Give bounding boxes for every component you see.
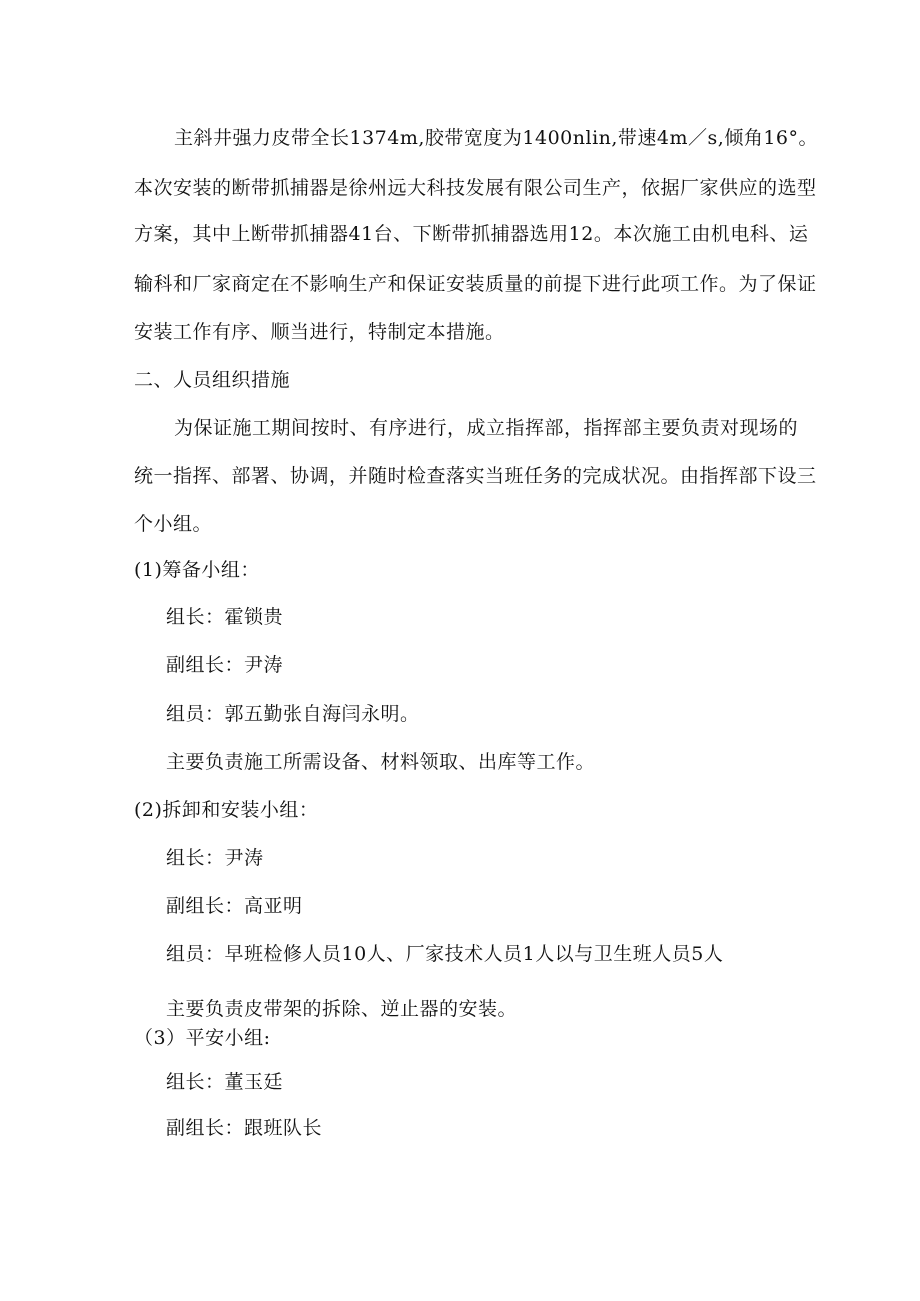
intro-line-2: 本次安装的断带抓捕器是徐州远大科技发展有限公司生产，依据厂家供应的选型 <box>134 177 817 199</box>
group-1-deputy: 副组长：尹涛 <box>166 654 284 676</box>
group-3-leader: 组长：董玉廷 <box>166 1071 284 1093</box>
intro-line-4: 输科和厂家商定在不影响生产和保证安装质量的前提下进行此项工作。为了保证 <box>134 273 817 295</box>
group-2-leader: 组长：尹涛 <box>166 847 264 869</box>
group-2-title: (2)拆卸和安装小组： <box>134 799 319 821</box>
section2-line-3: 个小组。 <box>134 513 213 535</box>
group-1-duty: 主要负责施工所需设备、材料领取、出库等工作。 <box>166 751 596 773</box>
intro-line-5: 安装工作有序、顺当进行，特制定本措施。 <box>134 321 505 343</box>
group-2-duty: 主要负责皮带架的拆除、逆止器的安装。 <box>166 998 518 1020</box>
section-heading-personnel: 二、人员组织措施 <box>134 369 291 391</box>
group-3-deputy: 副组长：跟班队长 <box>166 1117 323 1139</box>
intro-line-3: 方案，其中上断带抓捕器41台、下断带抓捕器选用12。本次施工由机电科、运 <box>134 223 809 245</box>
section2-line-1: 为保证施工期间按时、有序进行，成立指挥部，指挥部主要负责对现场的 <box>174 417 799 439</box>
group-3-title: （3）平安小组: <box>134 1027 271 1049</box>
intro-line-1: 主斜井强力皮带全长1374m,胶带宽度为1400nlin,带速4m／s,倾角16°。 <box>174 127 819 149</box>
group-2-deputy: 副组长：高亚明 <box>166 895 303 917</box>
group-1-members: 组员：郭五勤张自海闫永明。 <box>166 703 420 725</box>
group-1-leader: 组长：霍锁贵 <box>166 606 284 628</box>
section2-line-2: 统一指挥、部署、协调，并随时检查落实当班任务的完成状况。由指挥部下设三 <box>134 465 817 487</box>
group-2-members: 组员：早班检修人员10人、厂家技术人员1人以与卫生班人员5人 <box>166 943 724 965</box>
group-1-title: (1)筹备小组： <box>134 559 260 581</box>
